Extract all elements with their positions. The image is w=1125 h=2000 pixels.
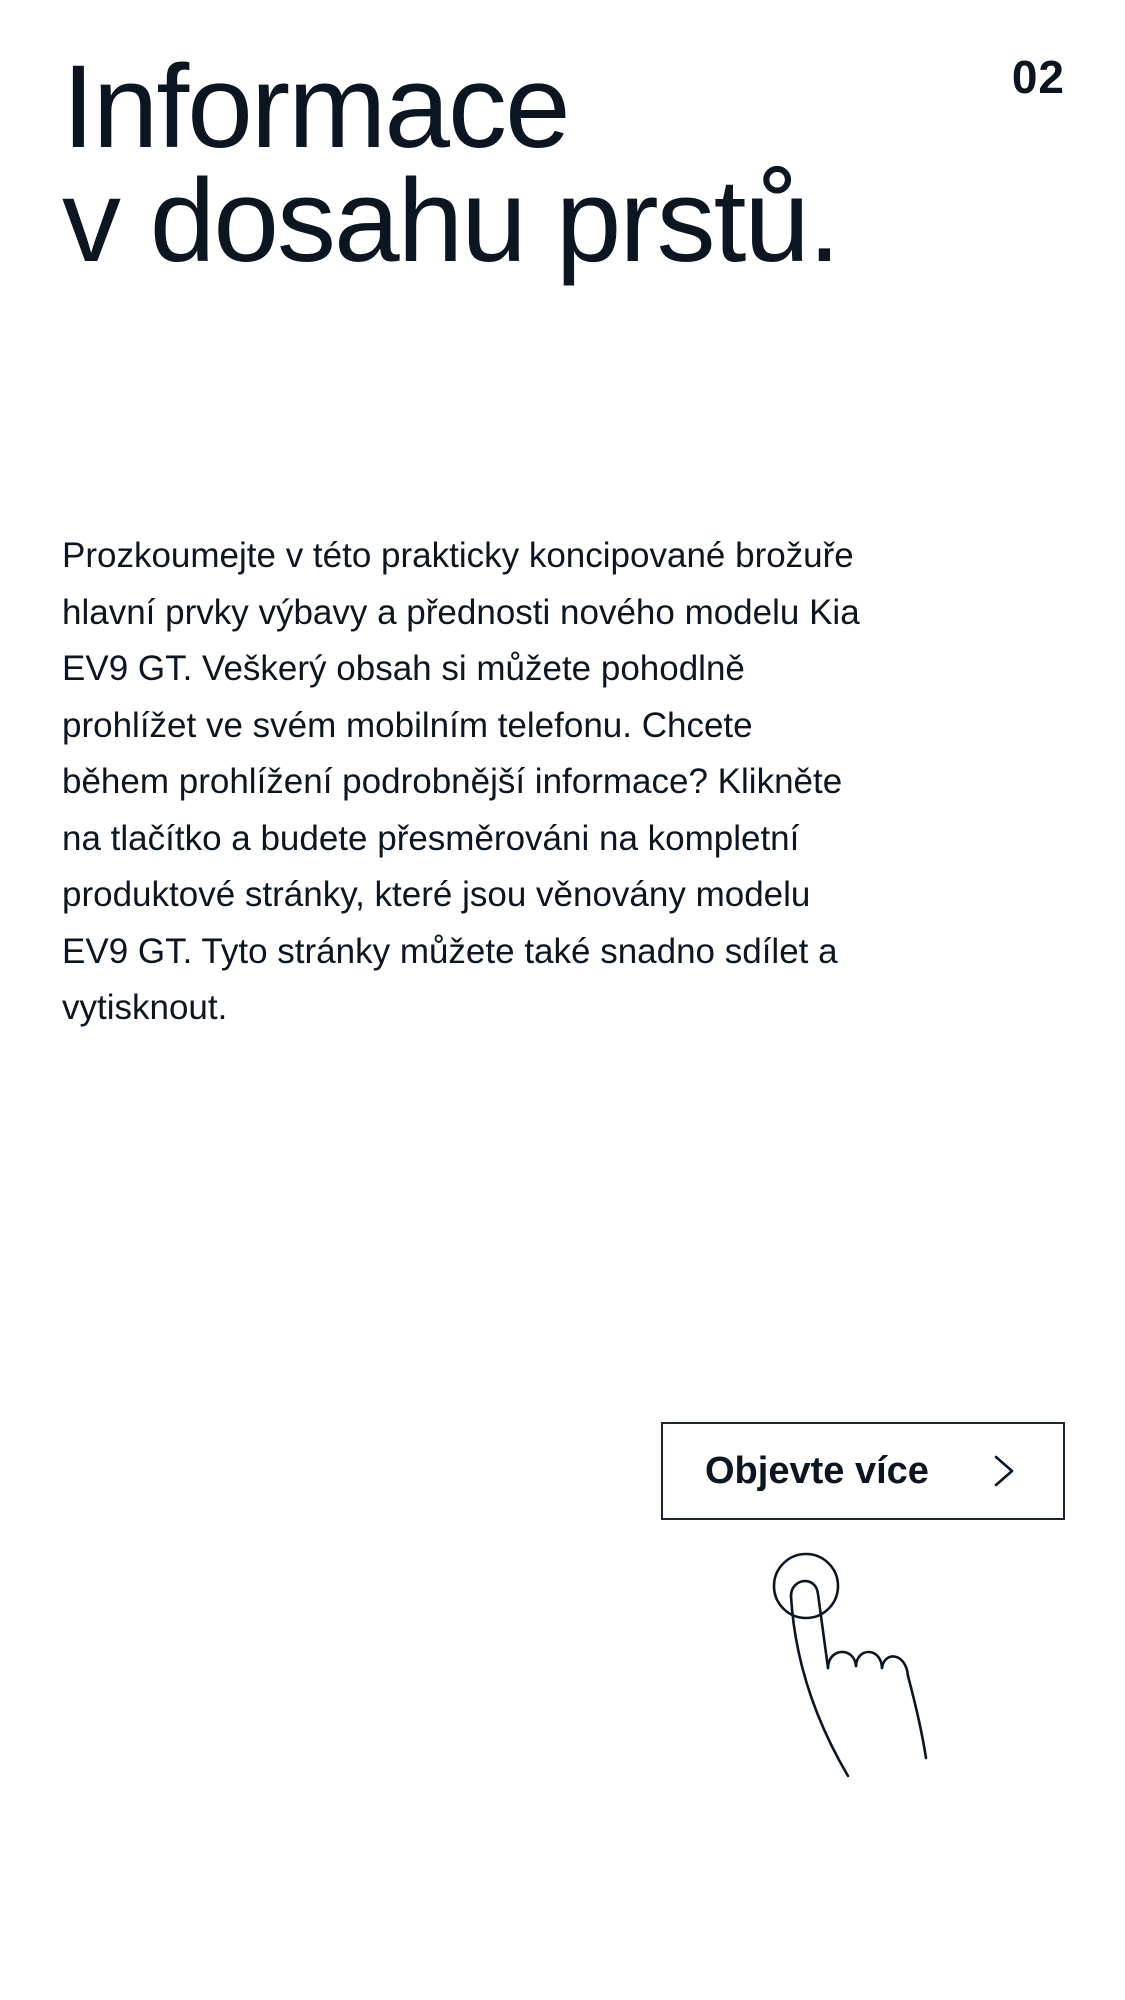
page-number: 02 <box>1011 51 1065 103</box>
page-title-line-1: Informace <box>62 41 569 173</box>
intro-paragraph: Prozkoumejte v této prakticky koncipované brožuře hlavní prvky výbavy a přednosti nového modelu Kia EV9 GT. Veškerý obsah si můžete pohodlně prohlížet ve svém mobilním telefonu. Chcete během prohlížení podrobnější informace? Klikněte na tlačítko a budete přesměrováni na kompletní produktové stránky, které jsou věnovány modelu EV9 GT. Tyto stránky můžete také snadno sdílet a vytisknout. <box>62 536 860 1027</box>
chevron-right-icon <box>993 1454 1015 1488</box>
discover-more-button[interactable] <box>661 1422 1065 1520</box>
page-title-line-2: v dosahu prstů. <box>62 155 839 287</box>
discover-more-label: Objevte více <box>705 1449 929 1492</box>
page-title <box>62 41 839 287</box>
tap-hand-icon <box>760 1548 960 1788</box>
